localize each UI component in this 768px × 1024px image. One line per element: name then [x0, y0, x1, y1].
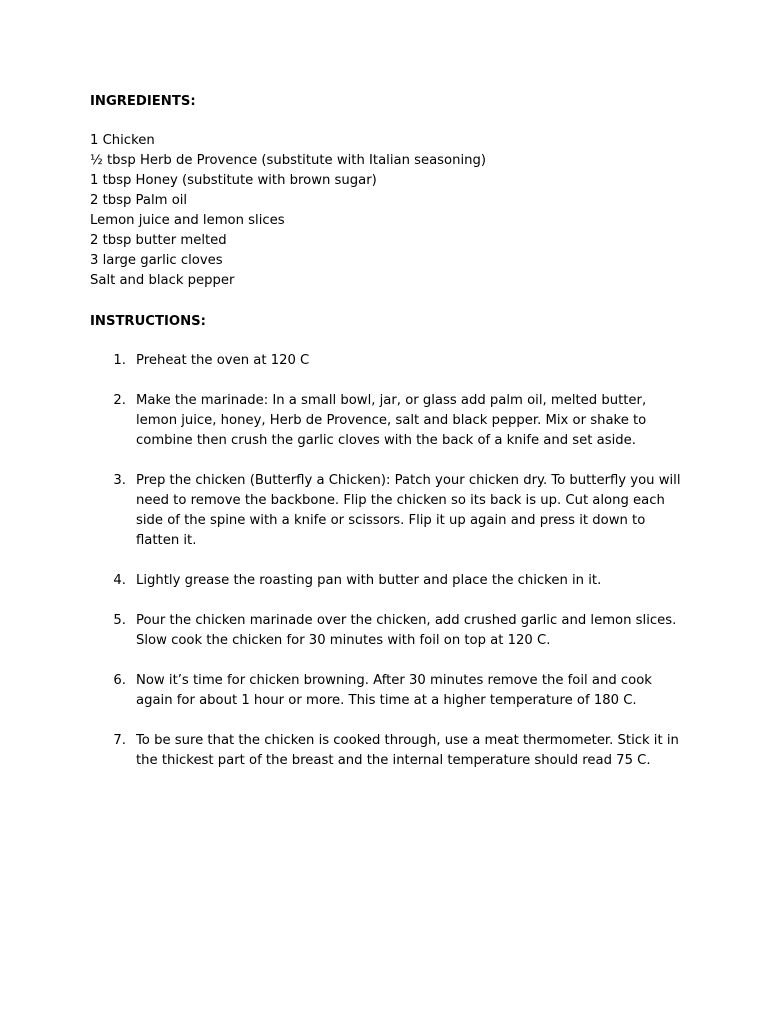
instruction-steps	[90, 351, 690, 771]
ingredient-item: ½ tbsp Herb de Provence (substitute with Italian seasoning)	[90, 153, 487, 168]
recipe-content	[90, 92, 690, 791]
ingredient-item: Salt and black pepper	[90, 273, 235, 288]
ingredient-list	[90, 131, 690, 291]
instruction-step	[90, 571, 690, 591]
step-text: To be sure that the chicken is cooked through, use a meat thermometer. Stick it in the thickest part of the breast and the internal temperature should read 75 C.	[136, 733, 679, 768]
step-number: 5.	[113, 613, 126, 628]
ingredients-heading: INGREDIENTS:	[90, 94, 196, 109]
ingredient-item: 3 large garlic cloves	[90, 253, 223, 268]
step-text: Now it’s time for chicken browning. After 30 minutes remove the foil and cook again for about 1 hour or more. This time at a higher temperature of 180 C.	[136, 673, 652, 708]
step-text: Preheat the oven at 120 C	[136, 353, 310, 368]
instruction-step	[90, 351, 690, 371]
step-number: 3.	[113, 473, 126, 488]
step-text: Make the marinade: In a small bowl, jar, or glass add palm oil, melted butter, lemon juice, honey, Herb de Provence, salt and black pepper. Mix or shake to combine then crush the garlic cloves with the back of a knife and set aside.	[136, 393, 647, 448]
step-text: Prep the chicken (Butterfly a Chicken): Patch your chicken dry. To butterfly you will need to remove the backbone. Flip the chicken so its back is up. Cut along each side of the spine with a knife or scissors. Flip it up again and press it down to flatten it.	[136, 473, 681, 548]
step-number: 2.	[113, 393, 126, 408]
instruction-step	[90, 671, 690, 711]
ingredient-item: 1 tbsp Honey (substitute with brown sugar)	[90, 173, 377, 188]
step-number: 4.	[113, 573, 126, 588]
ingredient-item: 2 tbsp Palm oil	[90, 193, 188, 208]
step-number: 6.	[113, 673, 126, 688]
instructions-heading: INSTRUCTIONS:	[90, 314, 206, 329]
instruction-step	[90, 391, 690, 451]
instruction-step	[90, 731, 690, 771]
ingredient-item: 1 Chicken	[90, 133, 155, 148]
step-text: Lightly grease the roasting pan with butter and place the chicken in it.	[136, 573, 602, 588]
step-text: Pour the chicken marinade over the chicken, add crushed garlic and lemon slices. Slow cook the chicken for 30 minutes with foil on top at 120 C.	[136, 613, 677, 648]
step-number: 1.	[113, 353, 126, 368]
instruction-step	[90, 471, 690, 551]
ingredient-item: 2 tbsp butter melted	[90, 233, 227, 248]
step-number: 7.	[113, 733, 126, 748]
instruction-step	[90, 611, 690, 651]
ingredient-item: Lemon juice and lemon slices	[90, 213, 285, 228]
